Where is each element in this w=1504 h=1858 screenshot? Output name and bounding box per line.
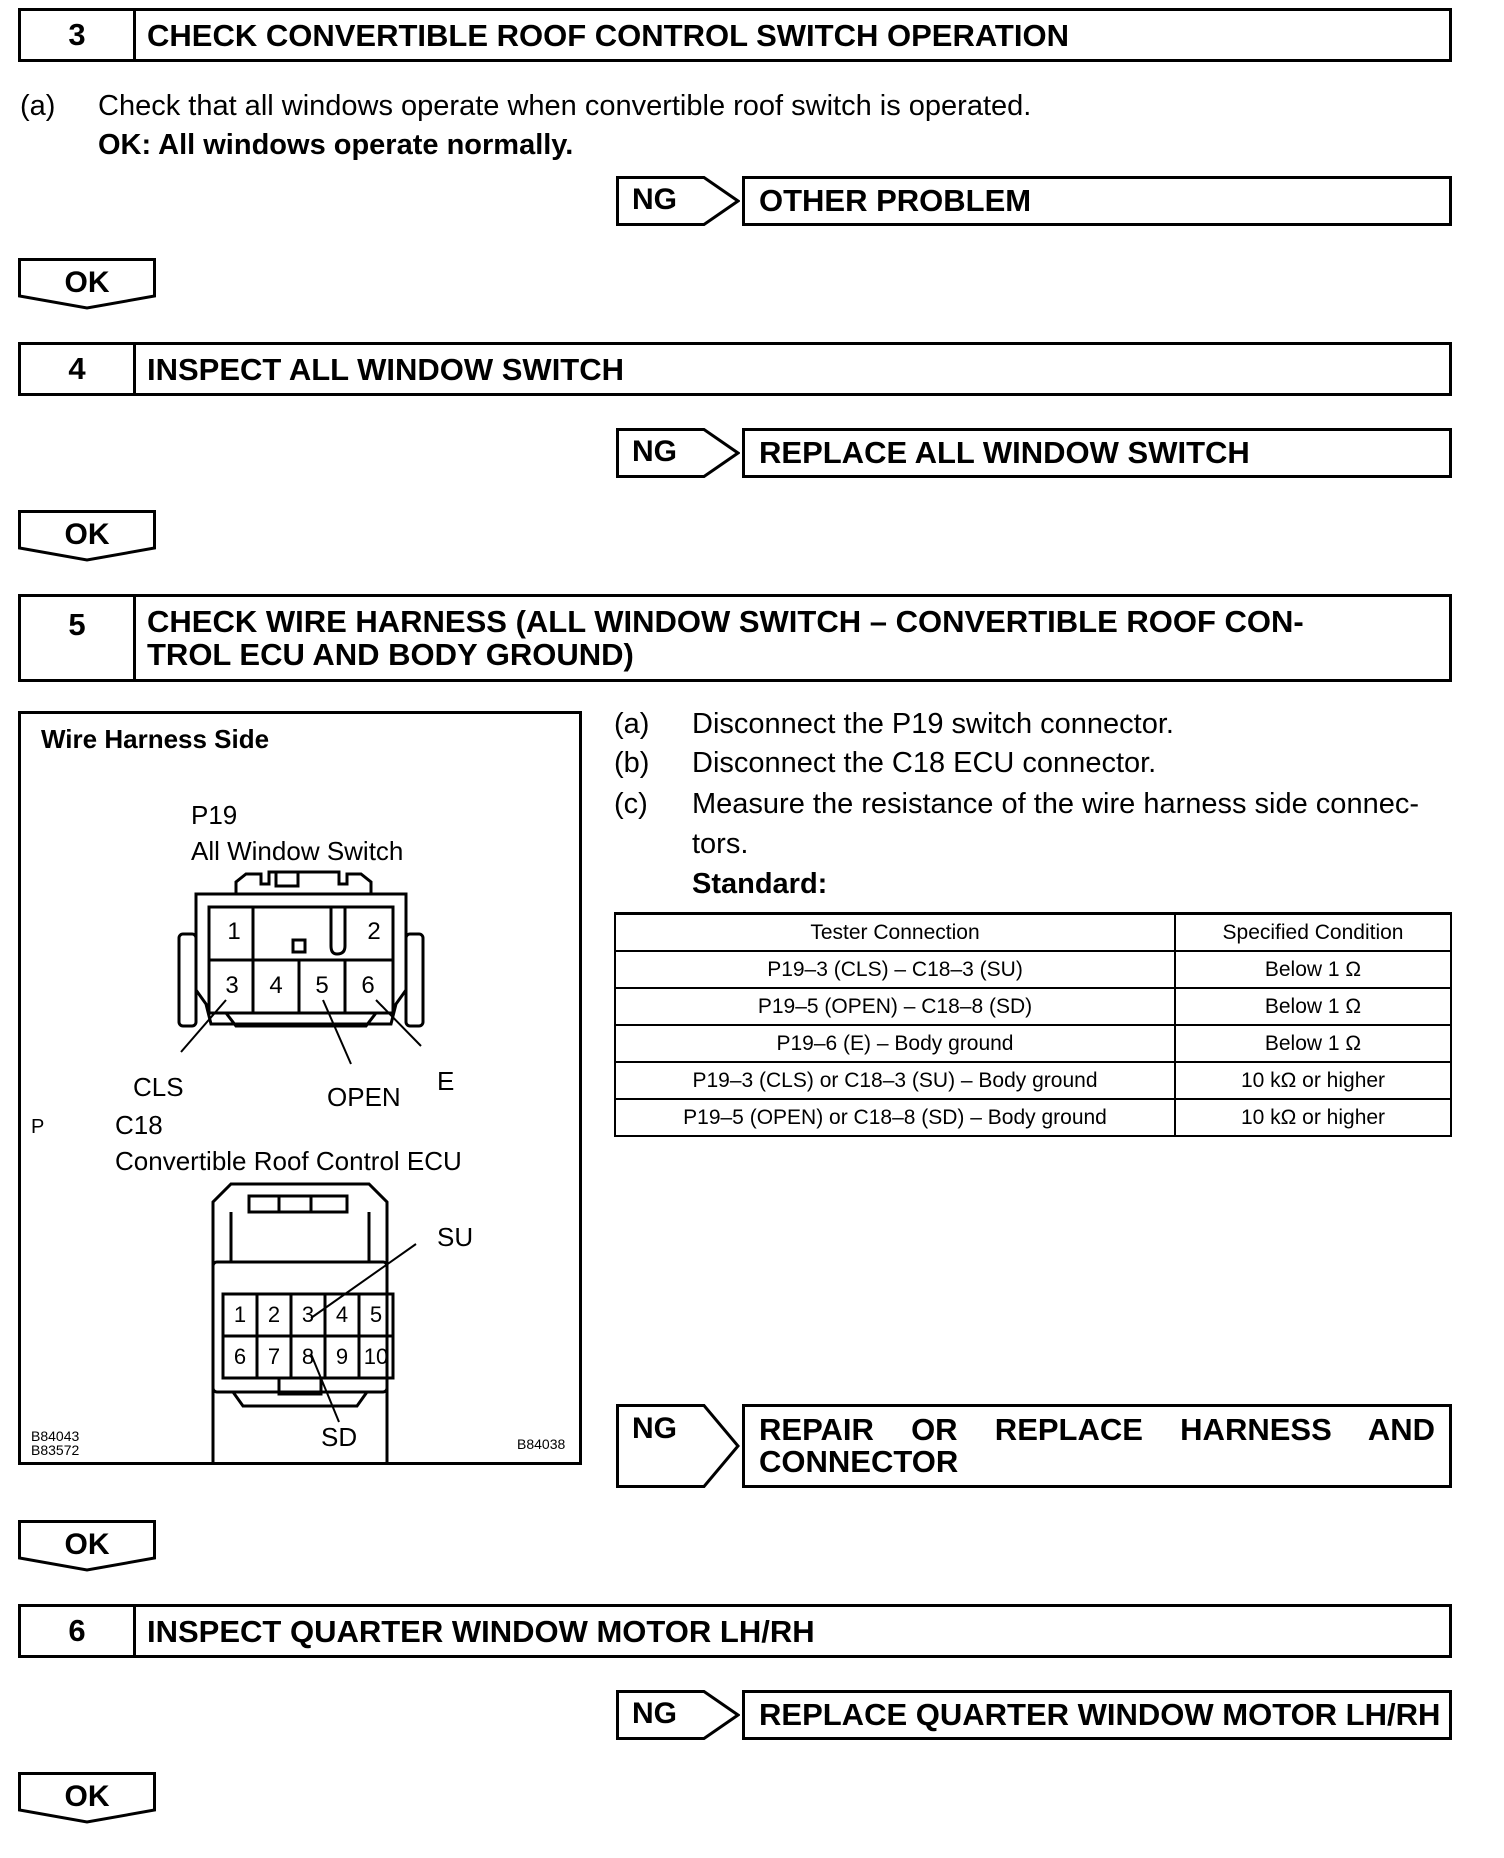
step-number: 6: [21, 1607, 136, 1655]
c18-pin-2: 2: [267, 1302, 281, 1327]
table-cell: P19–6 (E) – Body ground: [615, 1025, 1175, 1062]
ng-arrow-box: [616, 428, 740, 478]
ng-result-line-2: CONNECTOR: [759, 1444, 959, 1479]
p19-label-cls: CLS: [133, 1072, 184, 1102]
step-6-header: [18, 1604, 1452, 1658]
resistance-spec-table: [614, 912, 1452, 1137]
ng-label: NG: [632, 1412, 677, 1445]
p19-connector-id: P19: [191, 800, 238, 830]
step5-text-c: Measure the resistance of the wire harness side connec-: [692, 788, 1419, 820]
step-number: 5: [21, 597, 136, 679]
figure-code-left-2: B83572: [31, 1442, 80, 1458]
c18-pin-9: 9: [335, 1344, 349, 1369]
table-row: [615, 988, 1451, 1025]
c18-pin-6: 6: [233, 1344, 247, 1369]
table-header-cell: Tester Connection: [615, 914, 1175, 952]
step-number: 3: [21, 11, 136, 59]
figure-code-right: B84038: [517, 1436, 566, 1452]
p19-leader-lines: [181, 1000, 421, 1064]
c18-pin-1: 1: [233, 1302, 247, 1327]
table-header-row: [615, 914, 1451, 952]
c18-pin-8: 8: [301, 1344, 315, 1369]
ng-label: NG: [632, 1697, 677, 1730]
step-title: [147, 597, 1439, 679]
p19-pin-2: 2: [367, 918, 381, 945]
table-cell: P19–5 (OPEN) – C18–8 (SD): [615, 988, 1175, 1025]
table-cell: 10 kΩ or higher: [1175, 1062, 1451, 1099]
ng-result-box: [742, 1404, 1452, 1488]
table-cell: Below 1 Ω: [1175, 988, 1451, 1025]
step-number: 4: [21, 345, 136, 393]
ng-arrow-box: [616, 1404, 740, 1488]
c18-pin-5: 5: [369, 1302, 383, 1327]
ok-label: OK: [64, 266, 110, 299]
table-cell: P19–5 (OPEN) or C18–8 (SD) – Body ground: [615, 1099, 1175, 1136]
ng-label: NG: [632, 183, 677, 216]
p19-label-open: OPEN: [327, 1082, 401, 1112]
p19-pin-4: 4: [269, 972, 283, 999]
step5-marker-c: (c): [614, 788, 648, 820]
p19-pin-6: 6: [361, 972, 375, 999]
standard-label: Standard:: [692, 868, 828, 900]
ng-label: NG: [632, 435, 677, 468]
instruction-text: Check that all windows operate when convertible roof switch is operated.: [98, 90, 1032, 122]
ng-result-box: OTHER PROBLEM: [742, 176, 1452, 226]
p19-pin-3: 3: [225, 972, 239, 999]
step5-text-c-cont: tors.: [692, 828, 749, 860]
marker-p: P: [31, 1116, 45, 1138]
ng-result-line-1: REPAIR OR REPLACE HARNESS AND: [759, 1412, 1435, 1447]
figure-code-left-1: B84043: [31, 1428, 80, 1444]
c18-pin-3: 3: [301, 1302, 315, 1327]
table-header-cell: Specified Condition: [1175, 914, 1451, 952]
c18-pin-7: 7: [267, 1344, 281, 1369]
table-row: [615, 1025, 1451, 1062]
ng-arrow-box: [616, 176, 740, 226]
ok-condition: OK: All windows operate normally.: [98, 129, 574, 161]
step-title: INSPECT ALL WINDOW SWITCH: [147, 351, 625, 387]
c18-connector-name: Convertible Roof Control ECU: [115, 1146, 462, 1176]
step-5-header: [18, 594, 1452, 682]
instruction-marker: (a): [20, 90, 56, 122]
ng-result-box: REPLACE ALL WINDOW SWITCH: [742, 428, 1452, 478]
step-title: INSPECT QUARTER WINDOW MOTOR LH/RH: [147, 1613, 815, 1649]
p19-pin-5: 5: [315, 972, 329, 999]
table-row: [615, 1099, 1451, 1136]
ok-arrow-box: [18, 258, 156, 310]
step-title-line-2: TROL ECU AND BODY GROUND): [147, 637, 634, 672]
wire-harness-diagram: [18, 711, 582, 1465]
ok-label: OK: [64, 1780, 110, 1813]
table-cell: Below 1 Ω: [1175, 951, 1451, 988]
table-row: [615, 951, 1451, 988]
ng-arrow-box: [616, 1690, 740, 1740]
step5-text-b: Disconnect the C18 ECU connector.: [692, 747, 1157, 779]
step5-marker-b: (b): [614, 747, 650, 779]
ok-arrow-box: [18, 1520, 156, 1572]
step-3-header: [18, 8, 1452, 62]
step-4-header: [18, 342, 1452, 396]
c18-label-su: SU: [437, 1222, 474, 1252]
ok-label: OK: [64, 1528, 110, 1561]
table-row: [615, 1062, 1451, 1099]
table-cell: P19–3 (CLS) or C18–3 (SU) – Body ground: [615, 1062, 1175, 1099]
p19-connector-name: All Window Switch: [191, 836, 404, 866]
table-cell: P19–3 (CLS) – C18–3 (SU): [615, 951, 1175, 988]
p19-pin-1: 1: [227, 918, 241, 945]
ok-arrow-box: [18, 1772, 156, 1824]
p19-label-e: E: [437, 1066, 455, 1096]
step5-text-a: Disconnect the P19 switch connector.: [692, 708, 1174, 740]
table-cell: 10 kΩ or higher: [1175, 1099, 1451, 1136]
c18-connector-id: C18: [115, 1110, 163, 1140]
ok-arrow-box: [18, 510, 156, 562]
step-title-line-1: CHECK WIRE HARNESS (ALL WINDOW SWITCH – CONVERTIBLE ROOF CON-: [147, 604, 1304, 639]
step-title: CHECK CONVERTIBLE ROOF CONTROL SWITCH OPERATION: [147, 17, 1069, 53]
c18-pin-4: 4: [335, 1302, 349, 1327]
ng-result-box: REPLACE QUARTER WINDOW MOTOR LH/RH: [742, 1690, 1452, 1740]
c18-pin-10: 10: [363, 1344, 389, 1369]
ok-label: OK: [64, 518, 110, 551]
table-cell: Below 1 Ω: [1175, 1025, 1451, 1062]
c18-label-sd: SD: [321, 1422, 358, 1452]
p19-connector-shape: [179, 872, 423, 1026]
step5-marker-a: (a): [614, 708, 650, 740]
diagram-heading: Wire Harness Side: [41, 724, 270, 754]
